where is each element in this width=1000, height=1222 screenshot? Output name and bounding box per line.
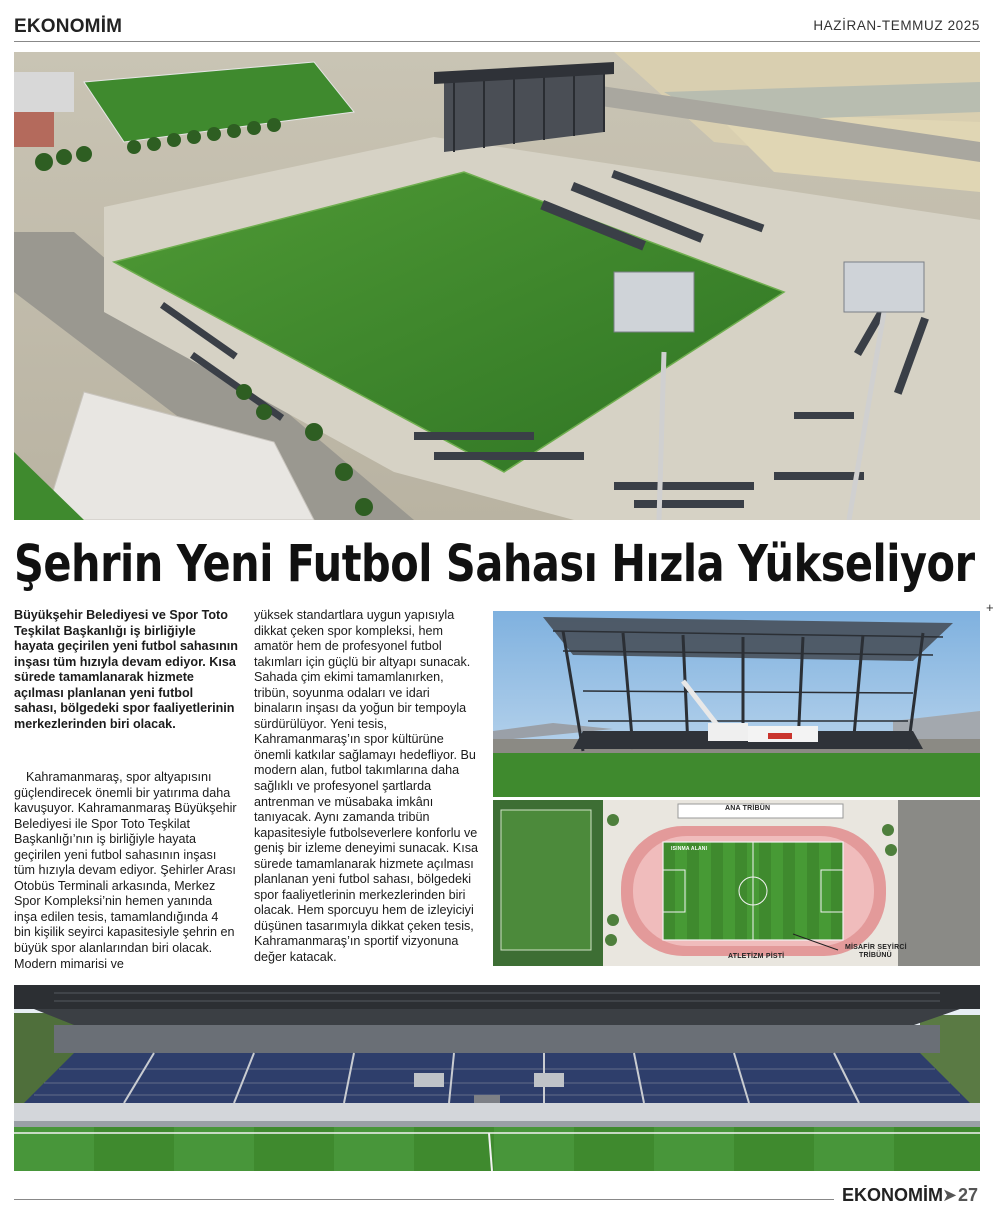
page-number: 27 xyxy=(958,1185,979,1205)
footer-section: EKONOMİM xyxy=(842,1185,943,1205)
article-body-column-1: Kahramanmaraş, spor altyapısını güçlendirecek önemli bir yatırıma daha kavuşuyor. Kahramanmaraş Büyükşehir Belediyesi ile Spor Toto Teşkilat Başkanlığı’nın iş birliğiyle hayata geçirilen yeni futbol sahasının inşası tüm hızıyla devam ediyor. Şehirler Arası Otobüs Terminali arkasında, Merkez Spor Kompleksi’nin hemen yanında inşa edilen tesis, tamamlandığında 4 bin kişilik seyirci kapasitesiyle şehrin en büyük spor alanlarından biri olacak. Modern mimarisi ve xyxy=(14,770,237,971)
plan-label-away-tribune-line-2: TRİBÜNÜ xyxy=(859,952,892,959)
footer-rule xyxy=(14,1199,834,1200)
article-body-column-2: yüksek standartlara uygun yapısıyla dikkat çeken spor kompleksi, hem amatör hem de profesyonel futbol takımları için güçlü bir altyapı sunacak. Sahada çim ekimi tamamlanırken, tribün, soyunma odaları ve idari binaların inşası da yoğun bir tempoyla sürdürülüyor. Yeni tesis, Kahramanmaraş’ın spor kültürüne önemli katkılar sağlamayı hedefliyor. Bu modern alan, futbol takımlarına daha sağlıklı ve profesyonel şartlarda antrenman ve müsabaka imkânı tanıyacak. Aynı zamanda tribün kapasitesiyle futbolseverlere konforlu ve geniş bir izleme deneyimi sunacak. Kısa sürede tamamlanarak hizmete açılması planlanan yeni futbol sahası, bölgedeki spor faaliyetlerinin merkezlerinden biri olacak. Hem sporcuyu hem de izleyiciyi düşünen tasarımıyla dikkat çeken tesis, Kahramanmaraş’ın sportif vizyonuna değer katacak. xyxy=(254,608,478,965)
plan-label-pitch-note: ISINMA ALANI xyxy=(671,846,708,852)
tribune-construction-photo xyxy=(493,611,980,797)
section-header: EKONOMİM xyxy=(14,16,123,37)
article-lead: Büyükşehir Belediyesi ve Spor Toto Teşkilat Başkanlığı iş birliğiyle hayata geçirilen yeni futbol sahasının inşası tüm hızıyla devam ediyor. Kısa sürede tamamlanarak hizmete açılması planlanan yeni futbol sahası, bölgedeki spor faaliyetlerinin merkezlerinden biri olacak. xyxy=(14,608,238,731)
stadium-site-plan xyxy=(493,800,980,966)
headline: Şehrin Yeni Futbol Sahası Hızla Yükseliyor xyxy=(14,533,975,594)
crop-mark: + xyxy=(986,600,994,615)
stadium-aerial-photo xyxy=(14,52,980,520)
header-rule xyxy=(14,41,980,42)
stadium-render xyxy=(14,985,980,1171)
plan-label-away-tribune-line-1: MİSAFİR SEYİRCİ xyxy=(845,944,907,951)
plan-label-athletics-track: ATLETİZM PİSTİ xyxy=(728,953,785,960)
plan-label-main-tribune: ANA TRİBÜN xyxy=(725,805,771,812)
footer-arrow-icon: ➤ xyxy=(942,1185,958,1205)
issue-date: HAZİRAN-TEMMUZ 2025 xyxy=(813,18,980,33)
